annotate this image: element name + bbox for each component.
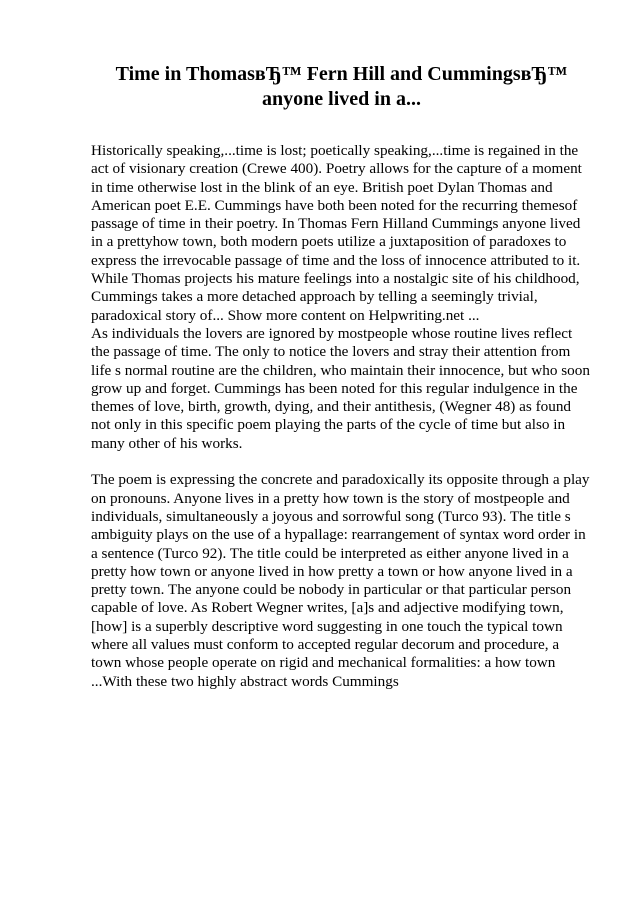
paragraph-3: The poem is expressing the concrete and paradoxically its opposite through a play on pronouns. Anyone lives in a pretty how town is the story of mostpeople and individuals, simultaneously a joyous and sorrowful song (Turco 93). The title s ambiguity plays on the use of a hypallage: rearrangement of syntax word order in a sentence (Turco 92). The title could be interpreted as either anyone lived in a pretty how town or anyone lived in how pretty a town or how anyone lived in a pretty town. The anyone could be nobody in particular or that particular person capable of love. As Robert Wegner writes, [a]s and adjective modifying town, [how] is a superbly descriptive word suggesting in one touch the typical town where all values must conform to accepted regular decorum and procedure, a town whose people operate on rigid and mechanical formalities: a how town ...With these two highly abstract words Cummings bbox=[91, 471, 590, 690]
paragraph-2: As individuals the lovers are ignored by mostpeople whose routine lives reflect the passage of time. The only to notice the lovers and stray their attention from life s normal routine are the children, who maintain their innocence, but who soon grow up and forget. Cummings has been noted for this regular indulgence in the themes of love, birth, growth, dying, and their antithesis, (Wegner 48) as found not only in this specific poem playing the parts of the cycle of time but also in many other of his works. bbox=[91, 324, 590, 452]
paragraph-1: Historically speaking,...time is lost; poetically speaking,...time is regained in the act of visionary creation (Crewe 400). Poetry allows for the capture of a moment in time otherwise lost in the blink of an eye. British poet Dylan Thomas and American poet E.E. Cummings have both been noted for the recurring themesof passage of time in their poetry. In Thomas Fern Hilland Cummings anyone lived in a prettyhow town, both modern poets utilize a juxtaposition of paradoxes to express the irrevocable passage of time and the loss of innocence attributed to it. While Thomas projects his mature feelings into a nostalgic site of his childhood, Cummings takes a more detached approach by telling a seemingly trivial, paradoxical story of... Show more content on Helpwriting.net ... bbox=[91, 142, 582, 324]
document-body bbox=[91, 142, 592, 691]
document-title: Time in ThomasвЂ™ Fern Hill and CummingsвЂ™ anyone lived in a... bbox=[115, 63, 568, 110]
